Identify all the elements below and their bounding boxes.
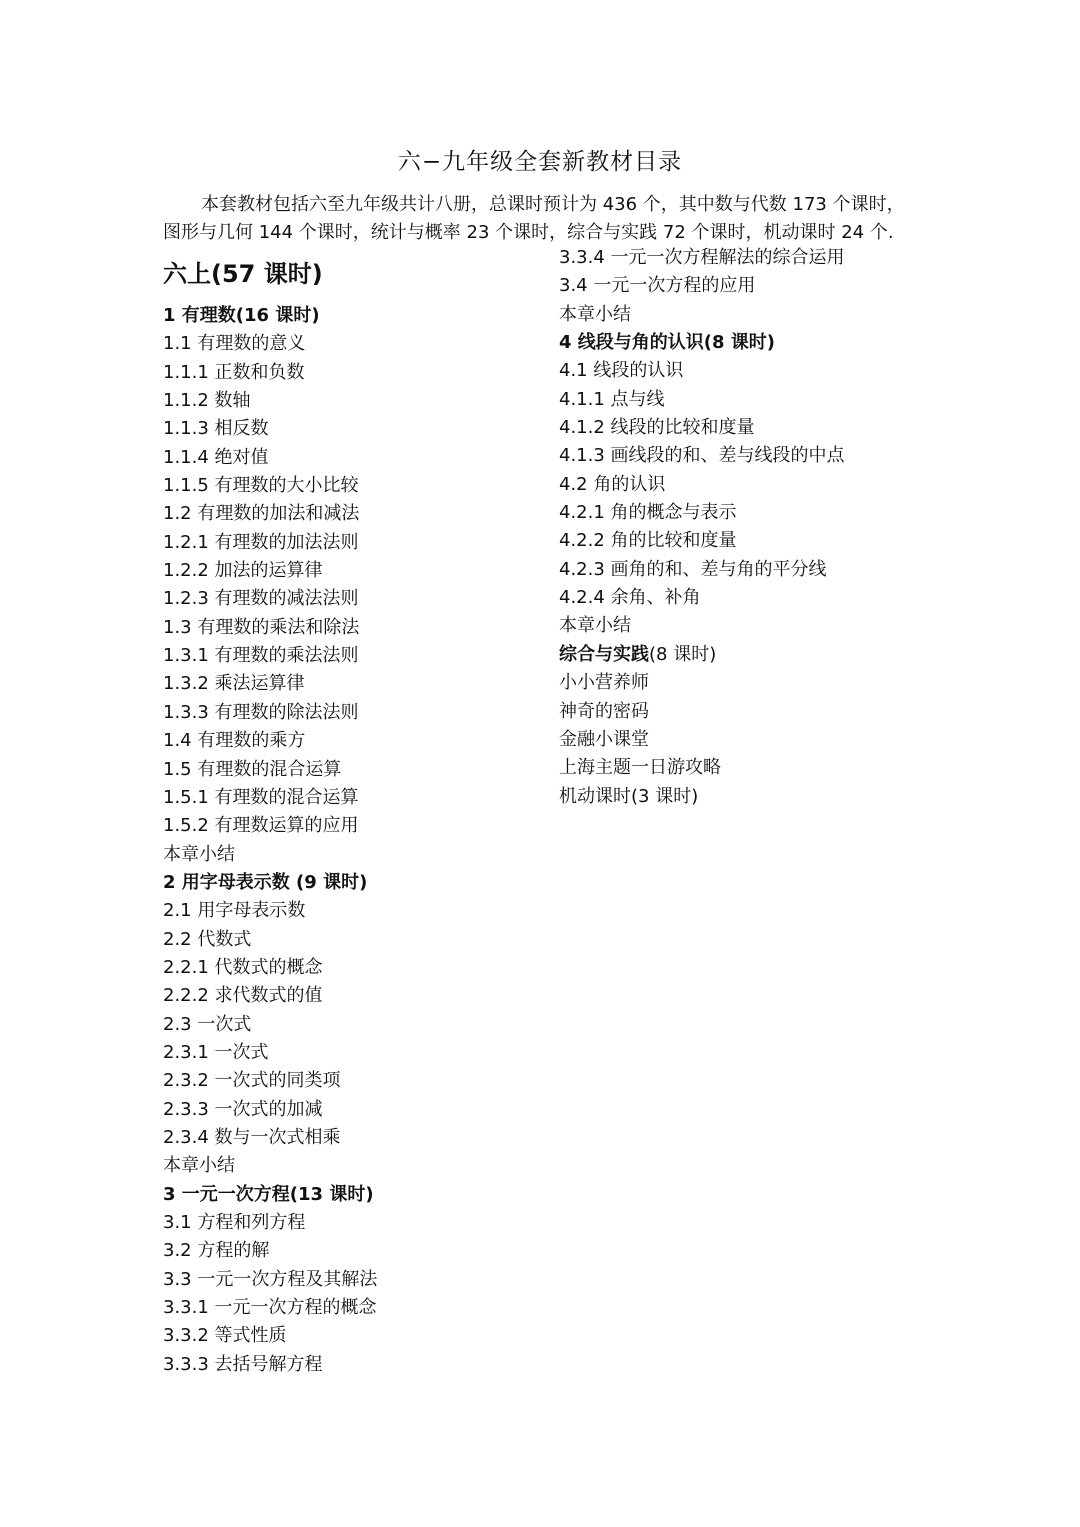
- toc-entry-text: 1.1 有理数的意义: [163, 333, 306, 355]
- toc-entry: [559, 584, 979, 612]
- toc-entry-text: 3.3.2 等式性质: [163, 1325, 287, 1347]
- document-title: 六−九年级全套新教材目录: [397, 149, 683, 175]
- toc-entry: [163, 1237, 543, 1265]
- toc-entry-text: 4.2.3 画角的和、差与角的平分线: [559, 558, 827, 580]
- toc-entry: [163, 444, 543, 472]
- toc-entry-text: 1.5 有理数的混合运算: [163, 758, 342, 780]
- toc-entry-text: 3 一元一次方程(13 课时): [163, 1183, 374, 1205]
- toc-entry: [163, 670, 543, 698]
- toc-entry: [163, 841, 543, 869]
- toc-entry-text: 2.2 代数式: [163, 928, 252, 950]
- toc-entry-text: 2.2.2 求代数式的值: [163, 985, 323, 1007]
- toc-entry-text: 1.3.3 有理数的除法法则: [163, 701, 359, 723]
- toc-entry-text: 1.2 有理数的加法和减法: [163, 503, 360, 525]
- toc-entry-text: 1.3.2 乘法运算律: [163, 673, 305, 695]
- toc-entry: [163, 756, 543, 784]
- toc-entry: [163, 897, 543, 925]
- toc-entry-text: 机动课时(3 课时): [559, 785, 699, 807]
- toc-entry-text: 4.2.2 角的比较和度量: [559, 530, 737, 552]
- toc-entry: [163, 557, 543, 585]
- toc-entry-text: 1.1.1 正数和负数: [163, 361, 305, 383]
- toc-entry-text: 1.2.2 加法的运算律: [163, 560, 323, 582]
- toc-entry: [559, 783, 979, 811]
- toc-entry-text: 1.1.4 绝对值: [163, 446, 269, 468]
- toc-entry-suffix: (8 课时): [649, 643, 717, 665]
- toc-entry: [163, 529, 543, 557]
- toc-entry: [163, 1322, 543, 1350]
- toc-entry-text: 1 有理数(16 课时): [163, 305, 320, 326]
- toc-entry-text: 本章小结: [559, 303, 631, 325]
- toc-entry: [559, 499, 979, 527]
- toc-entry: [163, 500, 543, 528]
- toc-entry: [163, 727, 543, 755]
- toc-entry: [163, 614, 543, 642]
- toc-entry: [163, 1266, 543, 1294]
- toc-entry: [163, 415, 543, 443]
- chapter-heading: [559, 641, 979, 669]
- toc-entry: [559, 414, 979, 442]
- toc-entry: [559, 527, 979, 555]
- toc-entry: [163, 585, 543, 613]
- toc-entry-text: 2.3.4 数与一次式相乘: [163, 1126, 341, 1148]
- toc-entry-text: 4.1.2 线段的比较和度量: [559, 417, 755, 439]
- toc-entry: [163, 1124, 543, 1152]
- toc-entry: [163, 1039, 543, 1067]
- toc-entry-text: 2 用字母表示数 (9 课时): [163, 871, 368, 893]
- toc-entry-text: 2.3.2 一次式的同类项: [163, 1070, 341, 1092]
- toc-entry: [559, 244, 979, 272]
- toc-left-column: [163, 302, 543, 1379]
- toc-entry-text: 本章小结: [163, 1155, 235, 1177]
- toc-entry: [559, 357, 979, 385]
- toc-entry-text: 4.1.3 画线段的和、差与线段的中点: [559, 445, 845, 467]
- toc-entry: [559, 386, 979, 414]
- toc-entry: [163, 642, 543, 670]
- toc-entry-text: 4.1.1 点与线: [559, 388, 665, 410]
- toc-entry-text: 1.4 有理数的乘方: [163, 730, 306, 752]
- toc-entry: [163, 1011, 543, 1039]
- toc-entry-text: 1.3.1 有理数的乘法法则: [163, 645, 359, 667]
- chapter-heading: [163, 302, 543, 330]
- toc-entry-text: 本章小结: [163, 843, 235, 865]
- toc-entry-text: 小小营养师: [559, 672, 649, 694]
- toc-entry: [163, 982, 543, 1010]
- toc-entry-text: 1.1.5 有理数的大小比较: [163, 475, 359, 497]
- toc-entry-text: 3.3 一元一次方程及其解法: [163, 1268, 378, 1290]
- toc-entry-text: 2.2.1 代数式的概念: [163, 956, 323, 978]
- toc-entry-text: 3.3.4 一元一次方程解法的综合运用: [559, 247, 845, 268]
- toc-entry-text: 4 线段与角的认识(8 课时): [559, 332, 776, 354]
- toc-entry-text: 本章小结: [559, 615, 631, 637]
- toc-entry: [163, 472, 543, 500]
- toc-entry-text: 1.5.1 有理数的混合运算: [163, 786, 359, 808]
- toc-entry-text: 综合与实践: [559, 643, 649, 665]
- intro-line-1: 本套教材包括六至九年级共计八册，总课时预计为 436 个，其中数与代数 173 个课时，: [201, 194, 905, 215]
- toc-entry: [163, 1209, 543, 1237]
- toc-entry-text: 3.1 方程和列方程: [163, 1212, 306, 1233]
- toc-entry: [559, 301, 979, 329]
- toc-entry: [163, 1067, 543, 1095]
- toc-entry: [163, 1152, 543, 1180]
- toc-entry: [559, 669, 979, 697]
- toc-entry-text: 2.3.1 一次式: [163, 1041, 269, 1063]
- chapter-heading: [163, 1181, 543, 1209]
- toc-entry-text: 1.1.2 数轴: [163, 390, 251, 412]
- toc-entry: [163, 954, 543, 982]
- toc-entry-text: 3.3.3 去括号解方程: [163, 1353, 323, 1375]
- toc-entry: [559, 726, 979, 754]
- toc-entry: [163, 784, 543, 812]
- toc-entry-text: 2.3.3 一次式的加减: [163, 1098, 323, 1120]
- toc-entry-text: 4.2 角的认识: [559, 473, 666, 495]
- toc-entry: [163, 1096, 543, 1124]
- toc-entry-text: 3.4 一元一次方程的应用: [559, 275, 756, 297]
- toc-entry: [559, 612, 979, 640]
- toc-entry: [163, 330, 543, 358]
- toc-entry-text: 1.3 有理数的乘法和除法: [163, 616, 360, 638]
- toc-entry-text: 1.1.3 相反数: [163, 418, 269, 440]
- toc-entry: [163, 1351, 543, 1379]
- toc-entry: [163, 359, 543, 387]
- toc-right-column: [559, 244, 979, 811]
- toc-entry-text: 神奇的密码: [559, 700, 649, 722]
- toc-entry: [559, 556, 979, 584]
- toc-entry: [163, 699, 543, 727]
- toc-entry-text: 2.3 一次式: [163, 1013, 252, 1035]
- toc-entry: [559, 442, 979, 470]
- toc-entry-text: 4.2.1 角的概念与表示: [559, 502, 737, 524]
- toc-entry: [559, 272, 979, 300]
- toc-entry-text: 2.1 用字母表示数: [163, 900, 306, 922]
- chapter-heading: [559, 329, 979, 357]
- toc-entry: [559, 754, 979, 782]
- chapter-heading: [163, 869, 543, 897]
- toc-entry-text: 3.3.1 一元一次方程的概念: [163, 1297, 377, 1319]
- toc-entry: [163, 926, 543, 954]
- toc-entry-text: 4.1 线段的认识: [559, 360, 684, 382]
- toc-entry: [163, 812, 543, 840]
- toc-entry: [559, 471, 979, 499]
- toc-entry-text: 1.2.1 有理数的加法法则: [163, 531, 359, 553]
- intro-line-2: 图形与几何 144 个课时，统计与概率 23 个课时，综合与实践 72 个课时，机动课时 24 个.: [163, 222, 894, 243]
- toc-entry: [163, 1294, 543, 1322]
- toc-entry-text: 1.2.3 有理数的减法法则: [163, 588, 359, 610]
- toc-entry-text: 4.2.4 余角、补角: [559, 587, 701, 609]
- toc-entry: [163, 387, 543, 415]
- toc-entry-text: 上海主题一日游攻略: [559, 757, 721, 779]
- toc-entry-text: 1.5.2 有理数运算的应用: [163, 815, 359, 837]
- grade-heading: 六上(57 课时): [163, 260, 323, 288]
- toc-entry-text: 金融小课堂: [559, 728, 649, 750]
- toc-entry: [559, 698, 979, 726]
- toc-entry-text: 3.2 方程的解: [163, 1240, 270, 1262]
